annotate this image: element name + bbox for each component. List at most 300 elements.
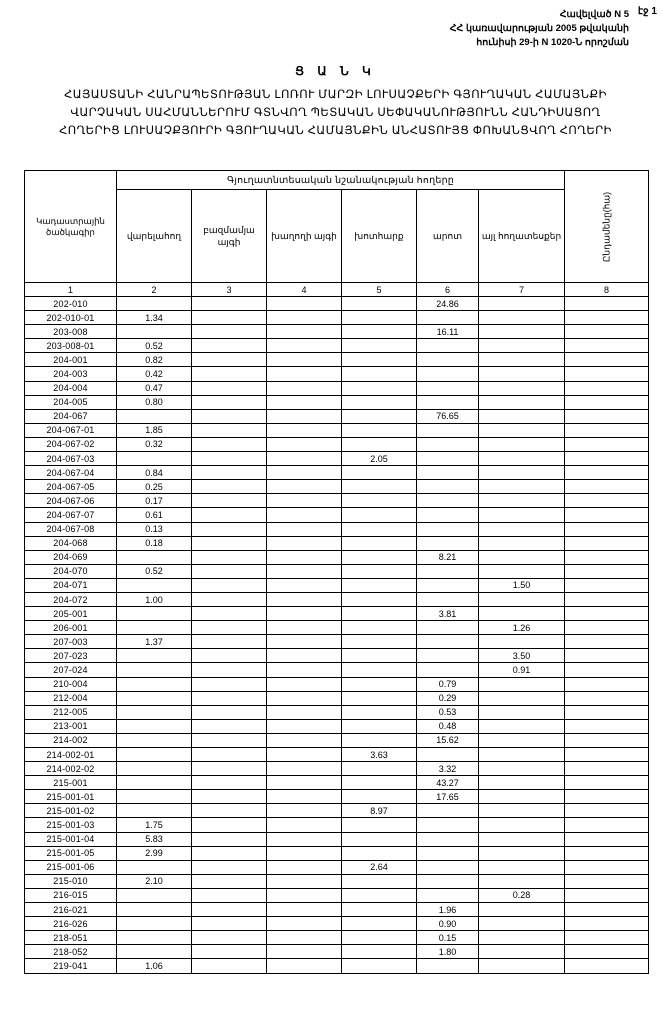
cell-other-lands [479,607,565,621]
column-number-5: 5 [342,283,417,297]
cell-other-lands [479,480,565,494]
cell-code: 212-005 [25,705,117,719]
cell-other-lands [479,959,565,973]
cell-vineyard [267,564,342,578]
cell-other-lands [479,903,565,917]
cell-arable: 0.47 [117,381,192,395]
cell-total [565,903,649,917]
cell-total [565,790,649,804]
cell-perennial-orchard [192,297,267,311]
cell-pasture: 17.65 [417,790,479,804]
document-kind: Ց Ա Ն Կ [295,64,376,78]
cell-other-lands [479,832,565,846]
cell-vineyard [267,677,342,691]
table-row [25,790,649,804]
cell-pasture: 8.21 [417,550,479,564]
cell-other-lands [479,494,565,508]
cell-total [565,339,649,353]
cell-other-lands [479,297,565,311]
cell-vineyard [267,522,342,536]
cell-arable [117,578,192,592]
cell-vineyard [267,353,342,367]
cell-arable: 0.82 [117,353,192,367]
table-row [25,325,649,339]
cell-total [565,550,649,564]
cell-arable: 0.80 [117,395,192,409]
cell-arable [117,550,192,564]
cell-vineyard [267,945,342,959]
cell-hayfield [342,578,417,592]
title-line-3: ՀՈՂԵՐԻՑ ԼՈՒՍԱՉՔՅՈՒՐԻ ԳՅՈՒՂԱԿԱՆ ՀԱՄԱՅՆՔԻՆ ԱՆՀԱՏՈՒՅՑ ՓՈԽԱՆՑՎՈՂ ՀՈՂԵՐԻ [59,125,612,137]
cell-pasture: 0.29 [417,691,479,705]
cell-other-lands: 0.28 [479,888,565,902]
cell-other-lands [479,635,565,649]
cell-pasture: 76.65 [417,409,479,423]
cell-pasture [417,860,479,874]
cell-hayfield: 2.64 [342,860,417,874]
cell-vineyard [267,733,342,747]
cell-total [565,466,649,480]
cell-other-lands [479,677,565,691]
cell-hayfield [342,888,417,902]
cell-other-lands [479,790,565,804]
cell-code: 215-001-04 [25,832,117,846]
cell-arable: 2.99 [117,846,192,860]
cell-total [565,311,649,325]
cell-code: 212-004 [25,691,117,705]
cell-total [565,677,649,691]
column-number-7: 7 [479,283,565,297]
cell-pasture [417,804,479,818]
cell-total [565,437,649,451]
cell-other-lands [479,762,565,776]
cell-code: 204-005 [25,395,117,409]
cell-pasture [417,423,479,437]
table-row [25,888,649,902]
cell-vineyard [267,719,342,733]
cell-pasture [417,592,479,606]
cell-code: 207-023 [25,649,117,663]
cell-vineyard [267,578,342,592]
cell-vineyard [267,311,342,325]
cell-code: 204-067 [25,409,117,423]
cell-pasture [417,381,479,395]
cell-other-lands [479,874,565,888]
cell-code: 202-010 [25,297,117,311]
cell-total [565,846,649,860]
cell-arable [117,917,192,931]
cell-other-lands: 1.26 [479,621,565,635]
cell-total [565,607,649,621]
cell-total [565,297,649,311]
cell-arable [117,691,192,705]
table-row [25,522,649,536]
cell-perennial-orchard [192,437,267,451]
cell-vineyard [267,959,342,973]
cell-hayfield [342,635,417,649]
cell-code: 204-067-08 [25,522,117,536]
cell-total [565,719,649,733]
cell-other-lands [479,311,565,325]
table-row [25,409,649,423]
cell-hayfield [342,522,417,536]
cell-code: 214-002-02 [25,762,117,776]
cell-arable [117,297,192,311]
cell-code: 204-068 [25,536,117,550]
cell-hayfield [342,480,417,494]
land-table-wrapper [24,170,648,974]
cell-hayfield [342,677,417,691]
cell-perennial-orchard [192,311,267,325]
cell-arable [117,663,192,677]
cell-hayfield [342,903,417,917]
cell-hayfield [342,367,417,381]
table-row [25,635,649,649]
cell-perennial-orchard [192,663,267,677]
table-row [25,945,649,959]
cell-pasture [417,578,479,592]
cell-arable: 1.85 [117,423,192,437]
cell-arable: 5.83 [117,832,192,846]
cell-pasture: 1.80 [417,945,479,959]
column-header-total [565,171,649,283]
cell-other-lands [479,748,565,762]
cell-perennial-orchard [192,452,267,466]
cell-other-lands [479,733,565,747]
cell-vineyard [267,874,342,888]
header-line-3: հունիսի 29-ի N 1020-Ն որոշման [476,37,629,48]
table-row [25,297,649,311]
table-body [25,297,649,974]
cell-pasture [417,564,479,578]
cell-hayfield [342,297,417,311]
cell-total [565,578,649,592]
cell-total [565,423,649,437]
cell-hayfield: 8.97 [342,804,417,818]
cell-code: 219-041 [25,959,117,973]
cell-total [565,691,649,705]
table-row [25,677,649,691]
cell-code: 204-072 [25,592,117,606]
table-row [25,818,649,832]
cell-total [565,480,649,494]
cell-code: 218-052 [25,945,117,959]
land-allocation-table [24,170,649,974]
cell-vineyard [267,903,342,917]
cell-hayfield [342,945,417,959]
cell-other-lands [479,339,565,353]
cell-vineyard [267,705,342,719]
table-row [25,480,649,494]
table-row [25,719,649,733]
cell-perennial-orchard [192,719,267,733]
table-row [25,903,649,917]
cell-vineyard [267,592,342,606]
cell-code: 207-024 [25,663,117,677]
cell-hayfield [342,846,417,860]
cell-code: 214-002 [25,733,117,747]
cell-pasture [417,748,479,762]
column-number-3: 3 [192,283,267,297]
cell-pasture [417,339,479,353]
cell-perennial-orchard [192,748,267,762]
cell-perennial-orchard [192,691,267,705]
cell-total [565,804,649,818]
cell-arable [117,888,192,902]
table-row [25,832,649,846]
table-row [25,959,649,973]
cell-vineyard [267,621,342,635]
cell-arable: 1.75 [117,818,192,832]
column-number-4: 4 [267,283,342,297]
cell-perennial-orchard [192,536,267,550]
table-row [25,776,649,790]
cell-total [565,522,649,536]
cell-code: 204-003 [25,367,117,381]
cell-perennial-orchard [192,508,267,522]
cell-perennial-orchard [192,635,267,649]
cell-total [565,663,649,677]
table-row [25,649,649,663]
cell-total [565,931,649,945]
cell-arable [117,325,192,339]
cell-total [565,776,649,790]
cell-perennial-orchard [192,522,267,536]
cell-arable: 1.06 [117,959,192,973]
cell-total [565,888,649,902]
cell-total [565,325,649,339]
cell-other-lands [479,846,565,860]
cell-total [565,733,649,747]
cell-hayfield [342,395,417,409]
table-row [25,423,649,437]
cell-other-lands [479,917,565,931]
cell-vineyard [267,649,342,663]
cell-pasture: 43.27 [417,776,479,790]
table-row [25,931,649,945]
cell-pasture [417,353,479,367]
cell-vineyard [267,367,342,381]
cell-perennial-orchard [192,931,267,945]
cell-pasture: 16.11 [417,325,479,339]
cell-arable [117,677,192,691]
cell-pasture [417,452,479,466]
cell-pasture [417,508,479,522]
cell-perennial-orchard [192,959,267,973]
header-line-2: ՀՀ կառավարության 2005 թվականի [449,23,629,34]
cell-vineyard [267,790,342,804]
cell-other-lands [479,395,565,409]
cell-vineyard [267,381,342,395]
cell-vineyard [267,452,342,466]
table-header [25,171,649,297]
cell-hayfield [342,423,417,437]
cell-perennial-orchard [192,903,267,917]
cell-other-lands [479,804,565,818]
cell-perennial-orchard [192,846,267,860]
cell-total [565,564,649,578]
cell-hayfield [342,719,417,733]
cell-total [565,748,649,762]
cell-hayfield [342,494,417,508]
table-row [25,508,649,522]
cell-vineyard [267,860,342,874]
table-row [25,705,649,719]
cell-total [565,860,649,874]
cell-vineyard [267,691,342,705]
cell-hayfield [342,508,417,522]
cell-code: 205-001 [25,607,117,621]
cell-hayfield: 2.05 [342,452,417,466]
cell-arable [117,621,192,635]
cell-code: 204-067-06 [25,494,117,508]
cell-pasture [417,959,479,973]
cell-total [565,508,649,522]
cell-vineyard [267,748,342,762]
cell-other-lands [479,353,565,367]
cell-arable: 0.84 [117,466,192,480]
cell-pasture [417,874,479,888]
table-row [25,917,649,931]
cell-total [565,917,649,931]
table-row [25,578,649,592]
cell-vineyard [267,480,342,494]
cell-arable [117,931,192,945]
cell-pasture: 15.62 [417,733,479,747]
cell-arable [117,607,192,621]
cell-code: 215-001-01 [25,790,117,804]
cell-total [565,832,649,846]
cell-hayfield [342,691,417,705]
table-row [25,804,649,818]
cell-arable: 0.13 [117,522,192,536]
cell-hayfield [342,818,417,832]
title-line-1: ՀԱՅԱՍՏԱՆԻ ՀԱՆՐԱՊԵՏՈՒԹՅԱՆ ԼՈՌՈՒ ՄԱՐԶԻ ԼՈՒՍԱՉՔԵՐԻ ԳՅՈՒՂԱԿԱՆ ՀԱՄԱՅՆՔԻ [64,89,607,101]
cell-total [565,818,649,832]
cell-total [565,945,649,959]
cell-arable [117,452,192,466]
title-line-2: ՎԱՐՉԱԿԱՆ ՍԱՀՄԱՆՆԵՐՈՒՄ ԳՏՆՎՈՂ ՊԵՏԱԿԱՆ ՍԵՓԱԿԱՆՈՒԹՅՈՒՆՆ ՀԱՆԴԻՍԱՑՈՂ [70,107,601,119]
cell-other-lands [479,818,565,832]
table-row [25,748,649,762]
cell-code: 206-001 [25,621,117,635]
cell-perennial-orchard [192,564,267,578]
cell-total [565,367,649,381]
cell-total [565,621,649,635]
cell-perennial-orchard [192,705,267,719]
cell-other-lands [479,466,565,480]
cell-hayfield [342,325,417,339]
cell-arable [117,945,192,959]
cell-vineyard [267,818,342,832]
cell-perennial-orchard [192,945,267,959]
cell-hayfield [342,874,417,888]
cell-hayfield [342,339,417,353]
cell-arable: 0.52 [117,339,192,353]
cell-other-lands [479,381,565,395]
cell-arable [117,804,192,818]
column-number-8: 8 [565,283,649,297]
column-header-hayfield: խոտհարք [342,190,417,283]
cell-pasture [417,888,479,902]
cell-pasture: 1.96 [417,903,479,917]
cell-total [565,874,649,888]
page-number: էջ 1 [637,6,657,17]
cell-other-lands [479,705,565,719]
cell-code: 215-010 [25,874,117,888]
cell-pasture: 0.90 [417,917,479,931]
table-row [25,663,649,677]
cell-code: 216-015 [25,888,117,902]
cell-vineyard [267,536,342,550]
cell-pasture [417,480,479,494]
cell-vineyard [267,494,342,508]
cell-total [565,536,649,550]
cell-perennial-orchard [192,423,267,437]
cell-total [565,409,649,423]
column-header-perennial-orchard: բազմամյա այգի [192,190,267,283]
cell-other-lands [479,860,565,874]
cell-code: 204-067-02 [25,437,117,451]
cell-pasture [417,649,479,663]
cell-pasture: 0.53 [417,705,479,719]
column-number-1: 1 [25,283,117,297]
cell-code: 204-067-07 [25,508,117,522]
cell-other-lands: 3.50 [479,649,565,663]
cell-other-lands [479,508,565,522]
cell-perennial-orchard [192,395,267,409]
column-header-arable: վարելահող [117,190,192,283]
cell-arable: 1.00 [117,592,192,606]
cell-total [565,635,649,649]
cell-pasture: 3.81 [417,607,479,621]
cell-arable: 0.52 [117,564,192,578]
cell-pasture [417,832,479,846]
cell-code: 204-069 [25,550,117,564]
cell-perennial-orchard [192,325,267,339]
cell-code: 204-067-03 [25,452,117,466]
cell-other-lands [479,945,565,959]
cell-other-lands [479,367,565,381]
cell-hayfield [342,353,417,367]
cell-hayfield [342,931,417,945]
cell-vineyard [267,888,342,902]
cell-arable [117,860,192,874]
cell-vineyard [267,423,342,437]
cell-code: 218-051 [25,931,117,945]
cell-other-lands [479,409,565,423]
cell-perennial-orchard [192,550,267,564]
column-number-row [25,283,649,297]
cell-other-lands [479,719,565,733]
cell-code: 204-071 [25,578,117,592]
cell-hayfield [342,705,417,719]
column-group-header: Գյուղատնտեսական նշանակության հողերը [117,171,565,190]
table-row [25,621,649,635]
cell-code: 215-001-02 [25,804,117,818]
column-header-pasture: արոտ [417,190,479,283]
cell-hayfield [342,790,417,804]
document-header [450,8,629,50]
cell-pasture [417,522,479,536]
cell-perennial-orchard [192,578,267,592]
cell-perennial-orchard [192,860,267,874]
cell-code: 215-001-03 [25,818,117,832]
table-row [25,550,649,564]
cell-pasture: 0.48 [417,719,479,733]
table-row [25,311,649,325]
cell-code: 204-001 [25,353,117,367]
